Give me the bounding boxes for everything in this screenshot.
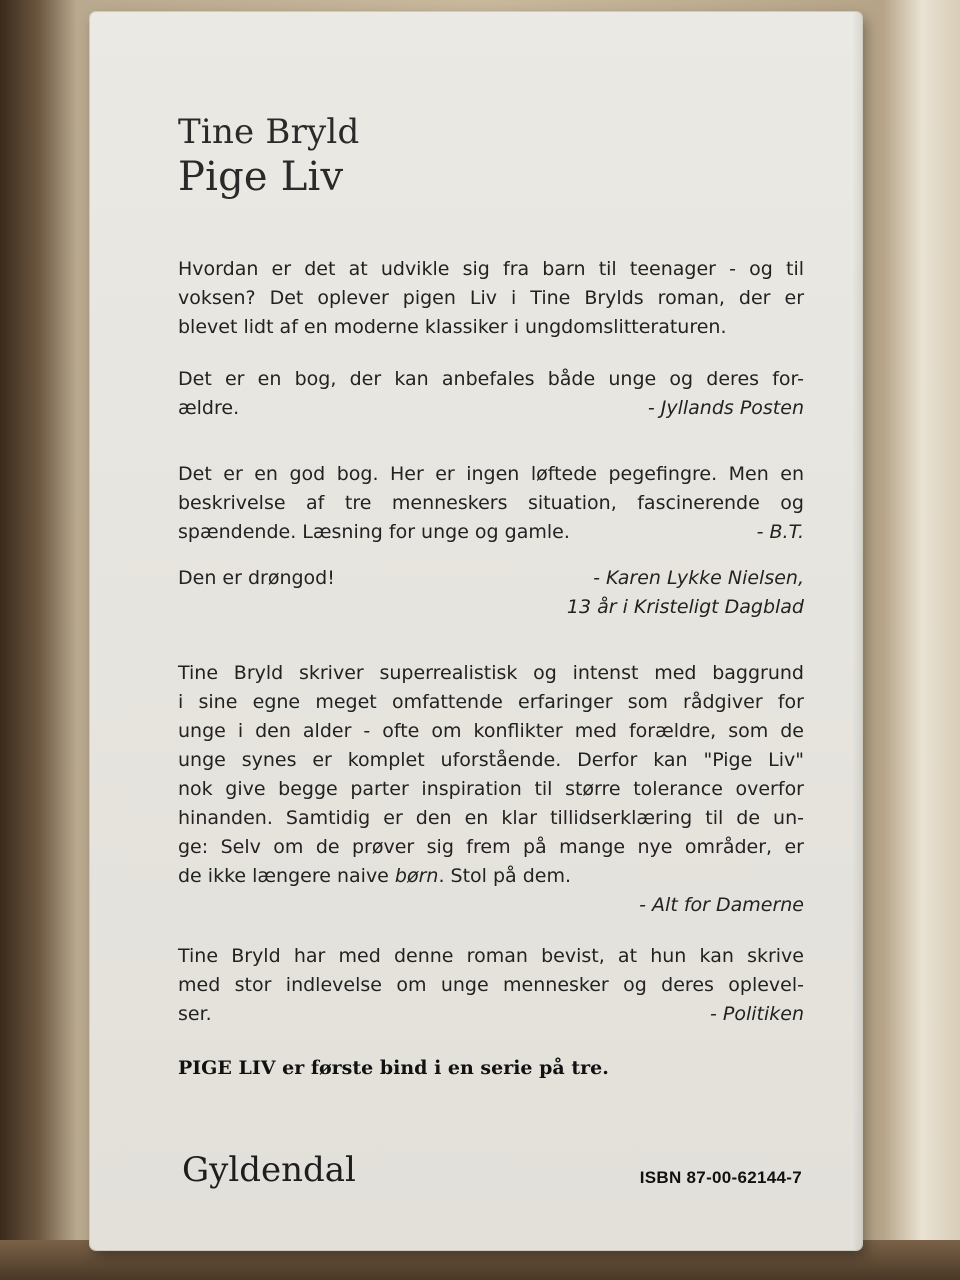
review-karen-lykke-nielsen <box>178 564 804 622</box>
review-line-with-source <box>178 518 804 547</box>
review-source: - Karen Lykke Nielsen, <box>593 567 804 589</box>
review-line <box>178 862 804 891</box>
book-back-cover <box>90 12 862 1250</box>
review-text: . Stol på dem. <box>438 865 572 887</box>
review-line: ældre. <box>178 397 240 419</box>
review-jyllands-posten <box>178 365 804 423</box>
review-source: - B.T. <box>756 521 804 543</box>
review-source: - Politiken <box>710 1003 804 1025</box>
review-source: - Jyllands Posten <box>647 397 804 419</box>
review-line: Det er en god bog. Her er ingen løftede pegefingre. Men en <box>178 463 804 485</box>
intro-line: Hvordan er det at udvikle sig fra barn til teenager - og til <box>178 258 804 280</box>
intro-line: voksen? Det oplever pigen Liv i Tine Brylds roman, der er <box>178 287 804 309</box>
review-source: 13 år i Kristeligt Dagblad <box>566 596 804 618</box>
review-emphasis: børn <box>394 865 439 887</box>
review-line-with-source <box>178 1000 804 1029</box>
review-alt-for-damerne <box>178 659 804 920</box>
review-line: ge: Selv om de prøver sig frem på mange nye områder, er <box>178 836 804 858</box>
review-line: Det er en bog, der kan anbefales både unge og deres for- <box>178 368 804 390</box>
review-line: med stor indlevelse om unge mennesker og deres oplevel- <box>178 974 804 996</box>
review-line: hinanden. Samtidig er den en klar tillidserklæring til de un- <box>178 807 804 829</box>
review-bt <box>178 460 804 547</box>
review-source: - Alt for Damerne <box>639 894 804 916</box>
review-line: Tine Bryld skriver superrealistisk og intenst med baggrund <box>178 662 804 684</box>
review-line-with-source <box>178 564 804 593</box>
intro-line: blevet lidt af en moderne klassiker i ungdomslitteraturen. <box>178 316 727 338</box>
review-text: de ikke længere naive <box>178 865 395 887</box>
review-line: unge synes er komplet uforstående. Derfor kan "Pige Liv" <box>178 749 804 771</box>
review-quote: Den er drøngod! <box>178 567 335 589</box>
cover-edge-shadow <box>852 12 862 1250</box>
review-line: nok give begge parter inspiration til større tolerance overfor <box>178 778 804 800</box>
book-title: Pige Liv <box>178 154 344 200</box>
review-line: ser. <box>178 1003 212 1025</box>
publisher-logo: Gyldendal <box>182 1150 356 1190</box>
review-line: spændende. Læsning for unge og gamle. <box>178 521 570 543</box>
isbn-number: ISBN 87-00-62144-7 <box>639 1168 802 1187</box>
review-politiken <box>178 942 804 1029</box>
review-line: unge i den alder - ofte om konflikter med forældre, som de <box>178 720 804 742</box>
review-line-with-source <box>178 394 804 423</box>
series-note: PIGE LIV er første bind i en serie på tre. <box>178 1057 609 1079</box>
author-name: Tine Bryld <box>178 112 360 152</box>
intro-paragraph <box>178 255 804 342</box>
review-line: i sine egne meget omfattende erfaringer som rådgiver for <box>178 691 804 713</box>
review-line: Tine Bryld har med denne roman bevist, at hun kan skrive <box>178 945 804 967</box>
review-line: beskrivelse af tre menneskers situation, fascinerende og <box>178 492 804 514</box>
